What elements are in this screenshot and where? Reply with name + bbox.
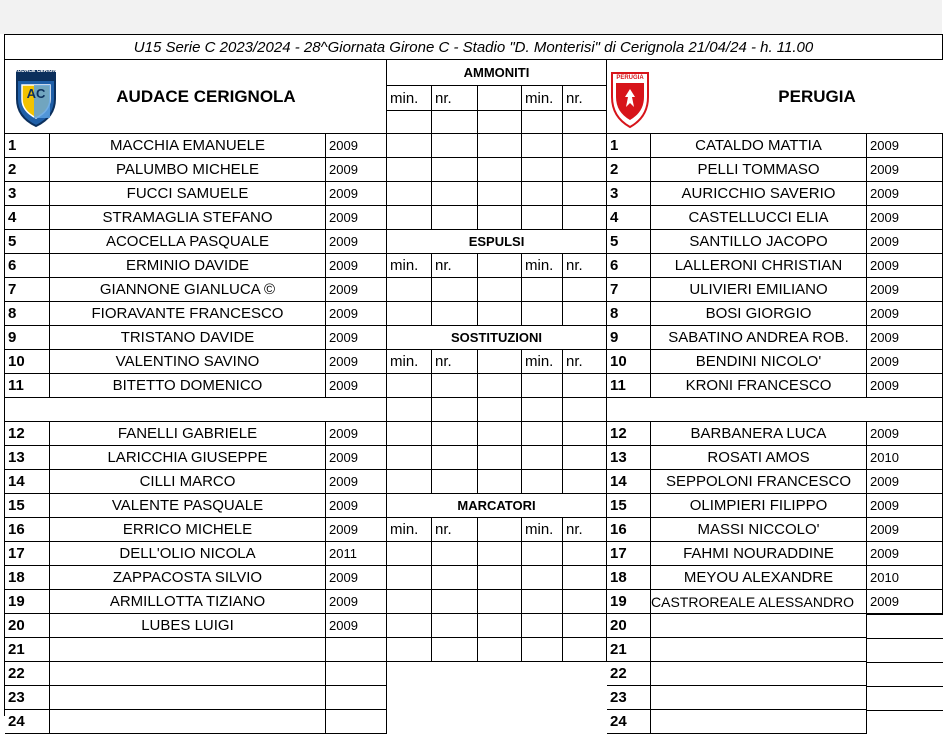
marcatori-label-col-1: nr. bbox=[432, 518, 478, 542]
home-reserve-year: 2011 bbox=[326, 542, 387, 566]
home-player-year: 2009 bbox=[326, 374, 387, 398]
home-reserve-number: 24 bbox=[5, 710, 50, 734]
away-reserve-name: MEYOU ALEXANDRE bbox=[651, 566, 867, 590]
marcatori-entry-cell-2 bbox=[478, 638, 522, 662]
marcatori-entry-cell-4 bbox=[563, 590, 607, 614]
sostituzioni-entry-cell-4 bbox=[563, 446, 607, 470]
sostituzioni-label-col-1: nr. bbox=[432, 350, 478, 374]
home-player-name: MACCHIA EMANUELE bbox=[50, 134, 326, 158]
home-player-name: PALUMBO MICHELE bbox=[50, 158, 326, 182]
away-player-name: BENDINI NICOLO' bbox=[651, 350, 867, 374]
away-reserve-year bbox=[867, 614, 943, 638]
sostituzioni-entry-cell-0 bbox=[387, 470, 432, 494]
ammoniti-entry-cell-3 bbox=[522, 134, 563, 158]
espulsi-entry-cell-2 bbox=[478, 278, 522, 302]
away-reserve-name bbox=[651, 614, 867, 638]
home-reserve-name: DELL'OLIO NICOLA bbox=[50, 542, 326, 566]
ammoniti-entry-cell-4 bbox=[563, 158, 607, 182]
away-reserve-name: CASTROREALE ALESSANDRO bbox=[651, 590, 867, 614]
home-reserve-number: 13 bbox=[5, 446, 50, 470]
away-reserve-year: 2009 bbox=[867, 590, 943, 614]
marcatori-entry-cell-0 bbox=[387, 638, 432, 662]
home-reserve-name bbox=[50, 710, 326, 734]
espulsi-entry-cell-0 bbox=[387, 278, 432, 302]
away-reserve-name bbox=[651, 662, 867, 686]
ammoniti-entry-cell-0 bbox=[387, 134, 432, 158]
marcatori-entry-cell-4 bbox=[563, 614, 607, 638]
away-player-name: SABATINO ANDREA ROB. bbox=[651, 326, 867, 350]
home-player-number: 2 bbox=[5, 158, 50, 182]
home-reserve-year: 2009 bbox=[326, 566, 387, 590]
sostituzioni-entry-cell-4 bbox=[563, 398, 607, 422]
sostituzioni-entry-cell-2 bbox=[478, 374, 522, 398]
home-reserve-number: 19 bbox=[5, 590, 50, 614]
marcatori-entry-cell-1 bbox=[432, 542, 478, 566]
away-player-number: 6 bbox=[607, 254, 651, 278]
away-player-number: 7 bbox=[607, 278, 651, 302]
away-team-name: PERUGIA bbox=[778, 87, 856, 106]
home-reserve-number: 23 bbox=[5, 686, 50, 710]
marcatori-entry-cell-2 bbox=[478, 614, 522, 638]
away-reserve-number: 22 bbox=[607, 662, 651, 686]
away-logo-text: PERUGIA bbox=[616, 75, 644, 81]
away-reserve-number: 14 bbox=[607, 470, 651, 494]
away-player-number: 3 bbox=[607, 182, 651, 206]
home-player-name: FIORAVANTE FRANCESCO bbox=[50, 302, 326, 326]
away-player-number: 8 bbox=[607, 302, 651, 326]
away-player-year: 2009 bbox=[867, 350, 943, 374]
sostituzioni-entry-cell-1 bbox=[432, 398, 478, 422]
home-reserve-year: 2009 bbox=[326, 446, 387, 470]
espulsi-entry-cell-0 bbox=[387, 302, 432, 326]
away-player-year: 2009 bbox=[867, 134, 943, 158]
sostituzioni-entry-cell-3 bbox=[522, 470, 563, 494]
home-logo-text: AUDACE CERIGNOLA bbox=[14, 68, 67, 74]
ammoniti-entry-cell-4 bbox=[563, 206, 607, 230]
home-player-year: 2009 bbox=[326, 302, 387, 326]
ammoniti-entry-cell-3 bbox=[522, 182, 563, 206]
home-reserve-year: 2009 bbox=[326, 518, 387, 542]
away-reserve-number: 24 bbox=[607, 710, 651, 734]
home-player-number: 4 bbox=[5, 206, 50, 230]
marcatori-entry-cell-0 bbox=[387, 566, 432, 590]
home-player-year: 2009 bbox=[326, 134, 387, 158]
away-reserve-year: 2009 bbox=[867, 470, 943, 494]
marcatori-entry-cell-1 bbox=[432, 638, 478, 662]
away-reserve-number: 20 bbox=[607, 614, 651, 638]
top-bar bbox=[0, 0, 942, 34]
away-player-name: SANTILLO JACOPO bbox=[651, 230, 867, 254]
away-reserve-year: 2009 bbox=[867, 494, 943, 518]
marcatori-entry-cell-3 bbox=[522, 614, 563, 638]
away-player-number: 5 bbox=[607, 230, 651, 254]
sostituzioni-label-col-3: min. bbox=[522, 350, 563, 374]
home-reserve-year: 2009 bbox=[326, 422, 387, 446]
sostituzioni-entry-cell-0 bbox=[387, 422, 432, 446]
home-reserve-name: FANELLI GABRIELE bbox=[50, 422, 326, 446]
marcatori-label-col-0: min. bbox=[387, 518, 432, 542]
home-reserve-number: 15 bbox=[5, 494, 50, 518]
away-player-name: KRONI FRANCESCO bbox=[651, 374, 867, 398]
away-reserve-year bbox=[867, 662, 943, 686]
ammoniti-entry-cell-1 bbox=[432, 134, 478, 158]
home-reserve-year bbox=[326, 710, 387, 734]
marcatori-entry-cell-0 bbox=[387, 590, 432, 614]
home-reserve-number: 21 bbox=[5, 638, 50, 662]
away-player-number: 1 bbox=[607, 134, 651, 158]
espulsi-entry-cell-2 bbox=[478, 302, 522, 326]
marcatori-entry-cell-1 bbox=[432, 590, 478, 614]
home-player-year: 2009 bbox=[326, 326, 387, 350]
away-player-year: 2009 bbox=[867, 302, 943, 326]
home-reserve-number: 12 bbox=[5, 422, 50, 446]
marcatori-entry-cell-4 bbox=[563, 542, 607, 566]
ammoniti-blank-cell-0 bbox=[387, 111, 432, 134]
away-player-year: 2009 bbox=[867, 326, 943, 350]
marcatori-heading: MARCATORI bbox=[387, 494, 607, 518]
ammoniti-entry-cell-3 bbox=[522, 206, 563, 230]
home-reserve-year bbox=[326, 662, 387, 686]
home-player-name: VALENTINO SAVINO bbox=[50, 350, 326, 374]
espulsi-label-col-3: min. bbox=[522, 254, 563, 278]
away-reserve-number: 19 bbox=[607, 590, 651, 614]
home-player-number: 11 bbox=[5, 374, 50, 398]
away-player-number: 10 bbox=[607, 350, 651, 374]
away-player-name: AURICCHIO SAVERIO bbox=[651, 182, 867, 206]
ammoniti-label-col-2 bbox=[478, 86, 522, 111]
sostituzioni-label-col-2 bbox=[478, 350, 522, 374]
ammoniti-entry-cell-0 bbox=[387, 158, 432, 182]
ammoniti-blank-cell-2 bbox=[478, 111, 522, 134]
sostituzioni-entry-cell-1 bbox=[432, 446, 478, 470]
home-player-name: ERMINIO DAVIDE bbox=[50, 254, 326, 278]
home-reserve-name: ERRICO MICHELE bbox=[50, 518, 326, 542]
sostituzioni-entry-cell-0 bbox=[387, 446, 432, 470]
home-reserve-name: CILLI MARCO bbox=[50, 470, 326, 494]
away-reserve-number: 23 bbox=[607, 686, 651, 710]
ammoniti-label-col-1: nr. bbox=[432, 86, 478, 111]
away-player-year: 2009 bbox=[867, 158, 943, 182]
home-reserve-name: VALENTE PASQUALE bbox=[50, 494, 326, 518]
marcatori-label-col-2 bbox=[478, 518, 522, 542]
home-reserve-number: 22 bbox=[5, 662, 50, 686]
home-player-year: 2009 bbox=[326, 350, 387, 374]
away-reserve-year: 2010 bbox=[867, 446, 943, 470]
ammoniti-entry-cell-0 bbox=[387, 206, 432, 230]
home-player-name: FUCCI SAMUELE bbox=[50, 182, 326, 206]
away-reserve-number: 13 bbox=[607, 446, 651, 470]
ammoniti-entry-cell-2 bbox=[478, 158, 522, 182]
away-reserve-year: 2009 bbox=[867, 422, 943, 446]
marcatori-entry-cell-3 bbox=[522, 542, 563, 566]
away-player-name: BOSI GIORGIO bbox=[651, 302, 867, 326]
home-separator-row bbox=[5, 398, 387, 422]
home-reserve-name: LARICCHIA GIUSEPPE bbox=[50, 446, 326, 470]
away-player-year: 2009 bbox=[867, 230, 943, 254]
sostituzioni-entry-cell-3 bbox=[522, 446, 563, 470]
espulsi-entry-cell-3 bbox=[522, 278, 563, 302]
away-reserve-year: 2009 bbox=[867, 518, 943, 542]
ammoniti-entry-cell-2 bbox=[478, 206, 522, 230]
away-reserve-number: 21 bbox=[607, 638, 651, 662]
home-player-number: 1 bbox=[5, 134, 50, 158]
home-reserve-name: ARMILLOTTA TIZIANO bbox=[50, 590, 326, 614]
home-player-year: 2009 bbox=[326, 254, 387, 278]
sostituzioni-entry-cell-0 bbox=[387, 374, 432, 398]
marcatori-entry-cell-0 bbox=[387, 614, 432, 638]
away-player-name: CATALDO MATTIA bbox=[651, 134, 867, 158]
away-reserve-name: ROSATI AMOS bbox=[651, 446, 867, 470]
sostituzioni-heading: SOSTITUZIONI bbox=[387, 326, 607, 350]
away-reserve-number: 17 bbox=[607, 542, 651, 566]
sostituzioni-label-col-4: nr. bbox=[563, 350, 607, 374]
espulsi-label-col-2 bbox=[478, 254, 522, 278]
ammoniti-heading: AMMONITI bbox=[387, 60, 607, 86]
espulsi-label-col-1: nr. bbox=[432, 254, 478, 278]
home-reserve-year: 2009 bbox=[326, 614, 387, 638]
home-player-number: 3 bbox=[5, 182, 50, 206]
home-logo-letters: AC bbox=[26, 86, 46, 101]
home-player-number: 7 bbox=[5, 278, 50, 302]
away-reserve-name bbox=[651, 686, 867, 710]
ammoniti-entry-cell-4 bbox=[563, 182, 607, 206]
home-reserve-name bbox=[50, 638, 326, 662]
marcatori-entry-cell-4 bbox=[563, 638, 607, 662]
home-player-name: ACOCELLA PASQUALE bbox=[50, 230, 326, 254]
away-reserve-year bbox=[867, 638, 943, 662]
home-reserve-year: 2009 bbox=[326, 470, 387, 494]
sostituzioni-entry-cell-3 bbox=[522, 398, 563, 422]
ammoniti-blank-cell-4 bbox=[563, 111, 607, 134]
home-reserve-name: LUBES LUIGI bbox=[50, 614, 326, 638]
away-reserve-name bbox=[651, 638, 867, 662]
sostituzioni-label-col-0: min. bbox=[387, 350, 432, 374]
sostituzioni-entry-cell-2 bbox=[478, 446, 522, 470]
home-player-number: 10 bbox=[5, 350, 50, 374]
ammoniti-entry-cell-0 bbox=[387, 182, 432, 206]
marcatori-entry-cell-0 bbox=[387, 542, 432, 566]
sostituzioni-entry-cell-4 bbox=[563, 470, 607, 494]
marcatori-entry-cell-4 bbox=[563, 566, 607, 590]
away-reserve-number: 18 bbox=[607, 566, 651, 590]
home-team-name: AUDACE CERIGNOLA bbox=[116, 87, 296, 106]
ammoniti-entry-cell-2 bbox=[478, 134, 522, 158]
espulsi-entry-cell-1 bbox=[432, 278, 478, 302]
away-player-year: 2009 bbox=[867, 278, 943, 302]
marcatori-entry-cell-1 bbox=[432, 566, 478, 590]
sostituzioni-entry-cell-1 bbox=[432, 470, 478, 494]
away-player-year: 2009 bbox=[867, 182, 943, 206]
away-reserve-number: 15 bbox=[607, 494, 651, 518]
espulsi-entry-cell-3 bbox=[522, 302, 563, 326]
ammoniti-label-col-3: min. bbox=[522, 86, 563, 111]
home-reserve-number: 17 bbox=[5, 542, 50, 566]
sostituzioni-entry-cell-1 bbox=[432, 422, 478, 446]
sostituzioni-entry-cell-4 bbox=[563, 422, 607, 446]
ammoniti-entry-cell-1 bbox=[432, 206, 478, 230]
away-reserve-name: OLIMPIERI FILIPPO bbox=[651, 494, 867, 518]
home-reserve-year: 2009 bbox=[326, 590, 387, 614]
home-reserve-name bbox=[50, 662, 326, 686]
away-player-name: ULIVIERI EMILIANO bbox=[651, 278, 867, 302]
marcatori-entry-cell-2 bbox=[478, 566, 522, 590]
away-player-year: 2009 bbox=[867, 206, 943, 230]
away-player-year: 2009 bbox=[867, 374, 943, 398]
sostituzioni-entry-cell-4 bbox=[563, 374, 607, 398]
away-separator-row bbox=[607, 398, 943, 422]
away-reserve-name: SEPPOLONI FRANCESCO bbox=[651, 470, 867, 494]
away-reserve-name: MASSI NICCOLO' bbox=[651, 518, 867, 542]
sostituzioni-entry-cell-3 bbox=[522, 374, 563, 398]
home-reserve-year bbox=[326, 686, 387, 710]
away-reserve-name: FAHMI NOURADDINE bbox=[651, 542, 867, 566]
espulsi-entry-cell-1 bbox=[432, 302, 478, 326]
home-player-year: 2009 bbox=[326, 158, 387, 182]
home-player-year: 2009 bbox=[326, 278, 387, 302]
away-player-number: 11 bbox=[607, 374, 651, 398]
home-reserve-year: 2009 bbox=[326, 494, 387, 518]
ammoniti-label-col-0: min. bbox=[387, 86, 432, 111]
home-player-number: 8 bbox=[5, 302, 50, 326]
away-reserve-name: BARBANERA LUCA bbox=[651, 422, 867, 446]
home-player-year: 2009 bbox=[326, 182, 387, 206]
ammoniti-entry-cell-1 bbox=[432, 182, 478, 206]
away-player-number: 9 bbox=[607, 326, 651, 350]
espulsi-entry-cell-4 bbox=[563, 278, 607, 302]
away-player-number: 4 bbox=[607, 206, 651, 230]
away-player-name: LALLERONI CHRISTIAN bbox=[651, 254, 867, 278]
away-reserve-year bbox=[867, 710, 943, 734]
home-player-name: STRAMAGLIA STEFANO bbox=[50, 206, 326, 230]
marcatori-label-col-4: nr. bbox=[563, 518, 607, 542]
marcatori-entry-cell-2 bbox=[478, 542, 522, 566]
home-reserve-number: 14 bbox=[5, 470, 50, 494]
ammoniti-blank-cell-1 bbox=[432, 111, 478, 134]
ammoniti-entry-cell-1 bbox=[432, 158, 478, 182]
ammoniti-entry-cell-3 bbox=[522, 158, 563, 182]
away-reserve-year: 2010 bbox=[867, 566, 943, 590]
sostituzioni-entry-cell-0 bbox=[387, 398, 432, 422]
match-title: U15 Serie C 2023/2024 - 28^Giornata Girone C - Stadio "D. Monterisi" di Cerignola 21/04/24 - h. 11.00 bbox=[5, 35, 943, 60]
home-reserve-name: ZAPPACOSTA SILVIO bbox=[50, 566, 326, 590]
ammoniti-label-col-4: nr. bbox=[563, 86, 607, 111]
ammoniti-blank-cell-3 bbox=[522, 111, 563, 134]
away-reserve-name bbox=[651, 710, 867, 734]
marcatori-entry-cell-3 bbox=[522, 590, 563, 614]
sostituzioni-entry-cell-1 bbox=[432, 374, 478, 398]
sostituzioni-entry-cell-2 bbox=[478, 470, 522, 494]
sostituzioni-entry-cell-2 bbox=[478, 422, 522, 446]
home-player-name: GIANNONE GIANLUCA © bbox=[50, 278, 326, 302]
home-player-number: 9 bbox=[5, 326, 50, 350]
home-player-name: BITETTO DOMENICO bbox=[50, 374, 326, 398]
home-reserve-name bbox=[50, 686, 326, 710]
away-reserve-number: 16 bbox=[607, 518, 651, 542]
home-player-number: 6 bbox=[5, 254, 50, 278]
home-reserve-number: 16 bbox=[5, 518, 50, 542]
home-player-year: 2009 bbox=[326, 230, 387, 254]
away-player-name: PELLI TOMMASO bbox=[651, 158, 867, 182]
espulsi-entry-cell-4 bbox=[563, 302, 607, 326]
ammoniti-entry-cell-2 bbox=[478, 182, 522, 206]
sostituzioni-entry-cell-3 bbox=[522, 422, 563, 446]
home-player-name: TRISTANO DAVIDE bbox=[50, 326, 326, 350]
ammoniti-entry-cell-4 bbox=[563, 134, 607, 158]
home-player-number: 5 bbox=[5, 230, 50, 254]
espulsi-heading: ESPULSI bbox=[387, 230, 607, 254]
match-sheet bbox=[4, 34, 943, 730]
marcatori-entry-cell-2 bbox=[478, 590, 522, 614]
home-player-year: 2009 bbox=[326, 206, 387, 230]
away-player-year: 2009 bbox=[867, 254, 943, 278]
home-reserve-number: 18 bbox=[5, 566, 50, 590]
espulsi-label-col-0: min. bbox=[387, 254, 432, 278]
marcatori-entry-cell-1 bbox=[432, 614, 478, 638]
home-reserve-number: 20 bbox=[5, 614, 50, 638]
away-player-number: 2 bbox=[607, 158, 651, 182]
away-reserve-year: 2009 bbox=[867, 542, 943, 566]
away-player-name: CASTELLUCCI ELIA bbox=[651, 206, 867, 230]
away-reserve-number: 12 bbox=[607, 422, 651, 446]
sostituzioni-entry-cell-2 bbox=[478, 398, 522, 422]
marcatori-entry-cell-3 bbox=[522, 566, 563, 590]
marcatori-entry-cell-3 bbox=[522, 638, 563, 662]
marcatori-label-col-3: min. bbox=[522, 518, 563, 542]
home-reserve-year bbox=[326, 638, 387, 662]
away-reserve-year bbox=[867, 686, 943, 710]
espulsi-label-col-4: nr. bbox=[563, 254, 607, 278]
